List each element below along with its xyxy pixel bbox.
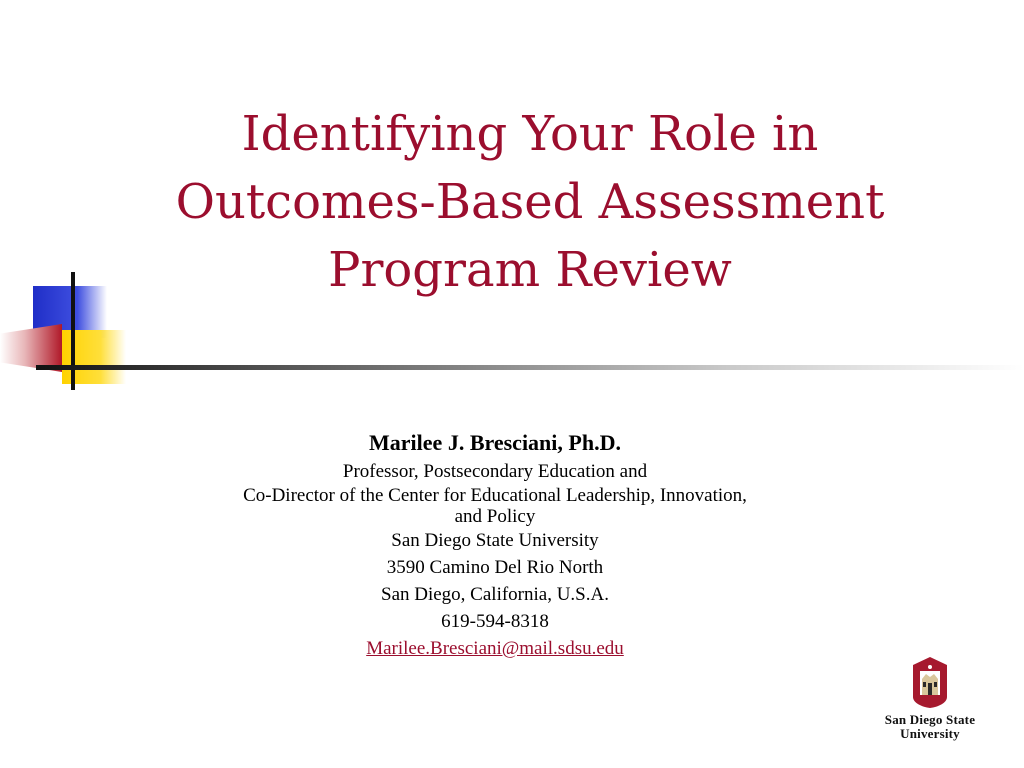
presenter-name: Marilee J. Bresciani, Ph.D. bbox=[369, 430, 621, 455]
logo-line-1: San Diego State bbox=[884, 712, 976, 727]
presenter-contact-block bbox=[150, 428, 840, 662]
presenter-title-line: Professor, Postsecondary Education and bbox=[342, 461, 648, 482]
decorative-graphic bbox=[0, 270, 1024, 390]
title-line-2: Outcomes-Based Assessment bbox=[175, 174, 885, 230]
presenter-role-line: Co-Director of the Center for Educational Leadership, Innovation, bbox=[243, 485, 747, 506]
university-name: San Diego State University bbox=[391, 530, 599, 551]
logo-line-2: University bbox=[900, 726, 960, 741]
vertical-rule bbox=[71, 272, 75, 390]
university-seal-icon bbox=[910, 655, 950, 709]
city-address: San Diego, California, U.S.A. bbox=[381, 584, 609, 605]
presenter-role-line-cont: and Policy bbox=[454, 506, 536, 527]
phone-number: 619-594-8318 bbox=[441, 611, 549, 632]
email-link[interactable]: Marilee.Bresciani@mail.sdsu.edu bbox=[366, 638, 624, 659]
horizontal-rule bbox=[36, 365, 1024, 370]
street-address: 3590 Camino Del Rio North bbox=[386, 557, 604, 578]
logo-wordmark bbox=[864, 713, 996, 741]
title-line-1: Identifying Your Role in bbox=[241, 106, 819, 162]
sdsu-logo bbox=[864, 655, 996, 741]
title-line-3: Program Review bbox=[328, 242, 732, 298]
